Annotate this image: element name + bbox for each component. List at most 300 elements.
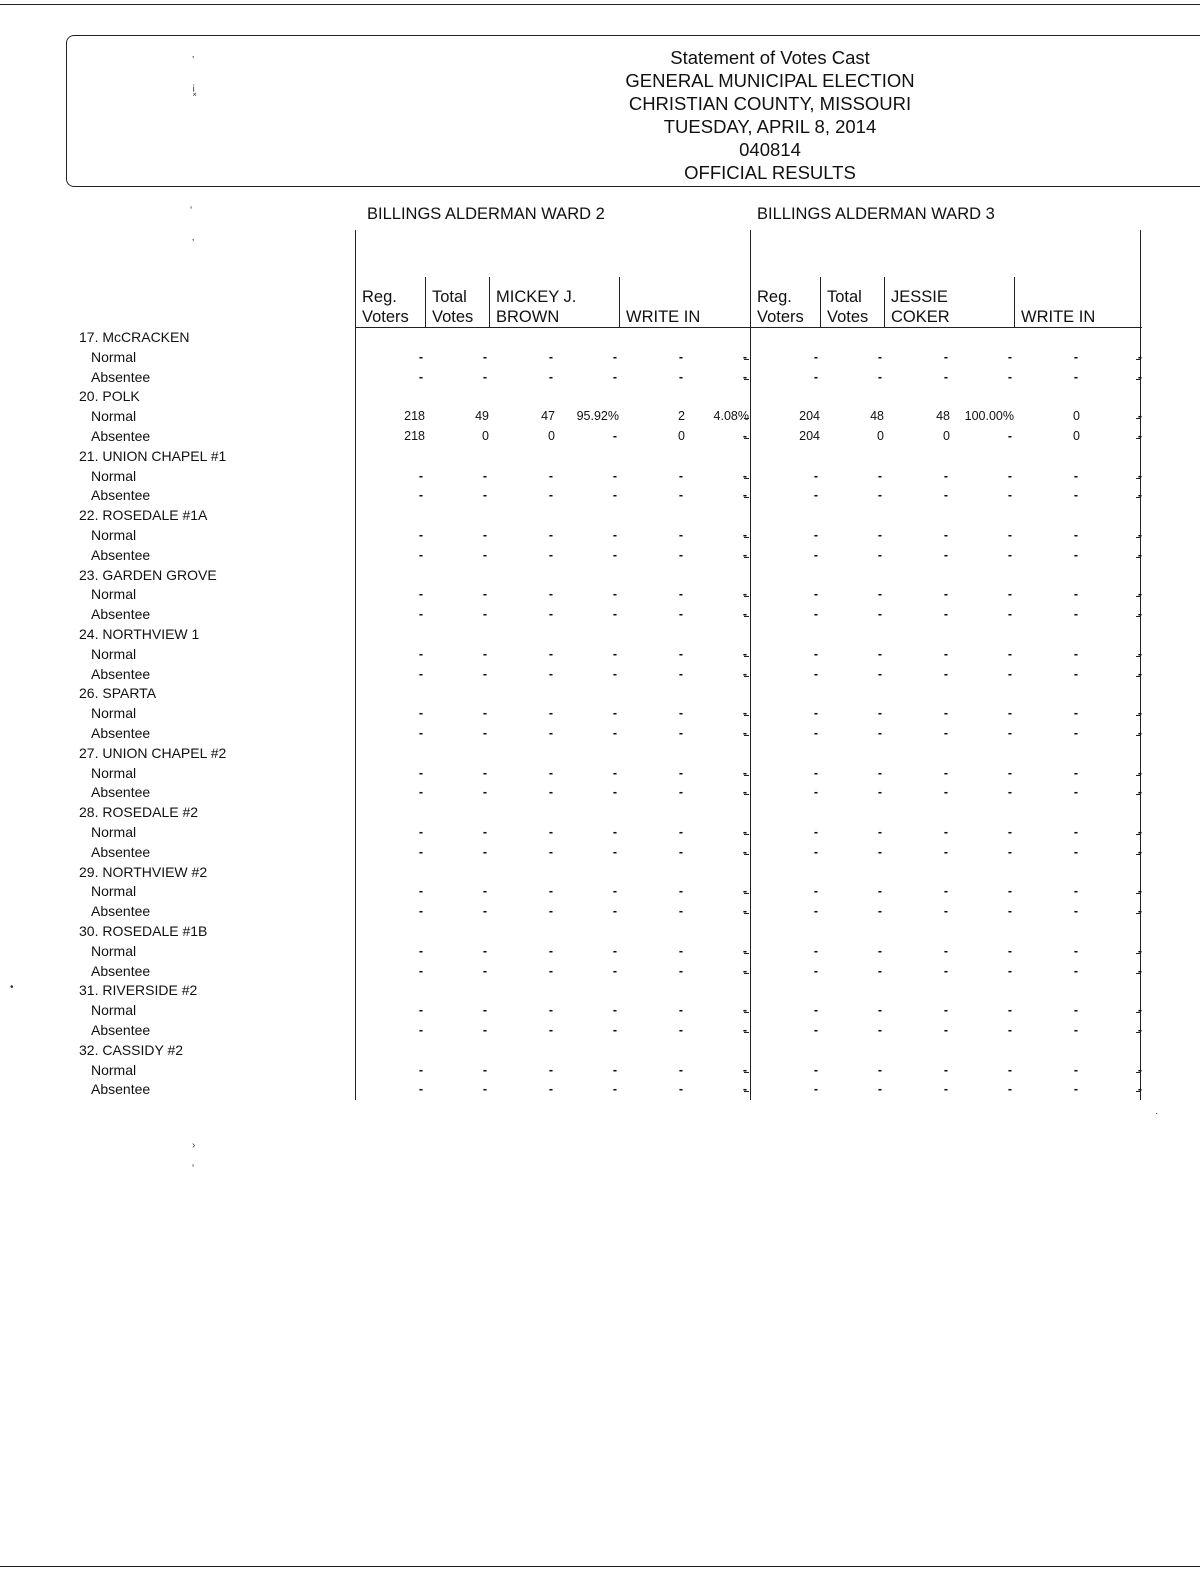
row-tick: [744, 1032, 749, 1033]
header-line-county: CHRISTIAN COUNTY, MISSOURI: [628, 93, 912, 114]
vote-cell: -: [482, 646, 487, 661]
vote-cell: -: [612, 706, 617, 721]
row-tick: [744, 497, 749, 498]
row-tick: [744, 557, 749, 558]
vote-cell: -: [548, 646, 553, 661]
vote-cell: -: [418, 646, 423, 661]
vote-cell: -: [418, 547, 423, 562]
row-tick: [744, 1072, 749, 1073]
vote-cell: -: [1007, 904, 1012, 919]
vote-cell: -: [1137, 488, 1142, 503]
scan-mark: ˟: [193, 92, 197, 103]
vote-cell: -: [418, 726, 423, 740]
vote-cell: -: [1007, 1082, 1012, 1097]
vote-cell: -: [612, 765, 617, 780]
header-divider: [884, 277, 885, 327]
vote-cell: -: [1073, 825, 1078, 839]
vote-cell: -: [943, 785, 948, 800]
write-in-header: WRITE IN: [1021, 308, 1096, 326]
vote-cell: -: [877, 1082, 882, 1097]
vote-type-label: Normal: [91, 645, 137, 662]
header-line-election: GENERAL MUNICIPAL ELECTION: [625, 70, 915, 91]
vote-cell: -: [943, 726, 948, 740]
vote-cell: -: [877, 666, 882, 681]
vote-cell: -: [813, 844, 818, 859]
vote-cell: -: [1073, 349, 1078, 364]
vote-cell: -: [612, 726, 617, 740]
vote-cell: -: [813, 488, 818, 503]
vote-type-label: Normal: [91, 586, 137, 603]
scan-mark: ·: [1155, 1108, 1159, 1119]
vote-cell: -: [877, 765, 882, 780]
vote-cell: -: [943, 547, 948, 562]
vote-type-label: Absentee: [91, 1022, 151, 1038]
vote-cell: -: [482, 528, 487, 542]
vote-cell: -: [548, 963, 553, 978]
vote-cell: -: [1137, 409, 1142, 424]
row-tick: [1136, 973, 1141, 974]
vote-cell: -: [877, 528, 882, 542]
vote-cell: -: [678, 468, 683, 483]
vote-cell: -: [548, 943, 553, 958]
vote-cell: -: [548, 349, 553, 364]
vote-cell: -: [943, 666, 948, 681]
vote-cell: -: [1007, 607, 1012, 622]
vote-cell: -: [1073, 844, 1078, 859]
vote-cell: -: [548, 904, 553, 919]
precinct-name: 30. ROSEDALE #1B: [79, 923, 208, 939]
vote-cell: -: [678, 587, 683, 602]
row-tick: [744, 893, 749, 894]
vote-cell: -: [418, 1082, 423, 1097]
vote-cell: -: [877, 726, 882, 740]
vote-type-label: Absentee: [91, 725, 151, 741]
row-tick: [744, 854, 749, 855]
vote-cell: -: [482, 468, 487, 483]
vote-cell: -: [1073, 646, 1078, 661]
vote-cell: -: [418, 884, 423, 899]
vote-cell: -: [548, 726, 553, 740]
row-tick: [1136, 775, 1141, 776]
vote-cell: -: [943, 1023, 948, 1037]
vote-cell: -: [943, 844, 948, 859]
vote-cell: -: [877, 943, 882, 958]
vote-cell: -: [742, 943, 747, 958]
vote-cell: -: [877, 825, 882, 839]
vote-type-label: Normal: [91, 348, 137, 365]
vote-cell: -: [612, 1003, 617, 1018]
vote-cell: -: [548, 666, 553, 681]
column-divider: [750, 230, 751, 1100]
vote-cell: -: [612, 528, 617, 542]
vote-cell: 0: [1073, 429, 1080, 443]
row-tick: [1136, 1012, 1141, 1013]
vote-cell: -: [813, 1062, 818, 1077]
vote-cell: -: [813, 528, 818, 542]
precinct-name: 22. ROSEDALE #1A: [79, 507, 208, 524]
vote-type-label: Absentee: [91, 368, 151, 385]
header-divider: [1014, 277, 1015, 327]
reg-voters-header: Reg. Voters: [362, 288, 409, 326]
vote-cell: -: [678, 528, 683, 542]
vote-cell: -: [943, 825, 948, 839]
vote-cell: -: [418, 488, 423, 503]
vote-cell: -: [943, 607, 948, 622]
vote-cell: -: [1073, 468, 1078, 483]
vote-cell: -: [482, 706, 487, 721]
vote-type-label: Absentee: [91, 843, 151, 860]
vote-cell: -: [1073, 666, 1078, 681]
vote-cell: -: [678, 666, 683, 681]
vote-cell: -: [877, 468, 882, 483]
vote-type-label: Absentee: [91, 606, 151, 623]
header-rule: [750, 327, 1142, 328]
vote-cell: -: [612, 488, 617, 503]
header-divider: [489, 277, 490, 327]
header-line-date: TUESDAY, APRIL 8, 2014: [663, 116, 877, 137]
vote-cell: -: [1007, 765, 1012, 780]
top-edge-rule: [0, 4, 1200, 5]
vote-cell: 204: [799, 409, 820, 424]
vote-cell: -: [877, 1003, 882, 1018]
row-tick: [744, 418, 749, 419]
row-tick: [1136, 953, 1141, 954]
vote-cell: -: [418, 1003, 423, 1018]
vote-cell: -: [612, 369, 617, 384]
precinct-name: 28. ROSEDALE #2: [79, 804, 199, 821]
vote-cell: 49: [475, 409, 489, 424]
vote-cell: -: [943, 765, 948, 780]
vote-cell: -: [612, 666, 617, 681]
vote-cell: -: [418, 904, 423, 919]
vote-cell: -: [877, 706, 882, 721]
vote-cell: -: [943, 528, 948, 542]
vote-cell: -: [813, 904, 818, 919]
row-tick: [1136, 557, 1141, 558]
vote-cell: -: [1137, 785, 1142, 800]
vote-cell: -: [1073, 607, 1078, 622]
vote-cell: -: [482, 607, 487, 622]
vote-cell: -: [943, 943, 948, 958]
vote-cell: 0: [877, 429, 884, 443]
vote-cell: -: [548, 844, 553, 859]
vote-cell: 2: [678, 409, 685, 424]
vote-cell: -: [482, 765, 487, 780]
precinct-name: 29. NORTHVIEW #2: [79, 863, 208, 880]
scan-mark: ›: [192, 1140, 196, 1151]
vote-cell: -: [482, 666, 487, 681]
vote-cell: -: [482, 825, 487, 839]
vote-cell: -: [678, 607, 683, 622]
vote-cell: -: [877, 1062, 882, 1077]
vote-cell: -: [742, 607, 747, 622]
vote-cell: -: [678, 369, 683, 384]
vote-cell: -: [1137, 429, 1142, 443]
row-tick: [1136, 913, 1141, 914]
vote-cell: -: [1137, 943, 1142, 958]
row-tick: [1136, 359, 1141, 360]
vote-cell: -: [1137, 646, 1142, 661]
vote-cell: -: [943, 706, 948, 721]
vote-type-label: Absentee: [91, 962, 151, 979]
header-divider: [425, 277, 426, 327]
vote-cell: -: [612, 1062, 617, 1077]
vote-cell: -: [482, 904, 487, 919]
vote-type-label: Absentee: [91, 428, 151, 444]
vote-cell: -: [612, 468, 617, 483]
vote-cell: -: [742, 429, 747, 443]
vote-cell: -: [418, 785, 423, 800]
vote-cell: -: [678, 646, 683, 661]
row-tick: [744, 834, 749, 835]
vote-cell: -: [548, 785, 553, 800]
vote-cell: -: [1137, 726, 1142, 740]
race-title-ward-3: BILLINGS ALDERMAN WARD 3: [757, 205, 995, 223]
vote-cell: -: [612, 646, 617, 661]
row-tick: [744, 359, 749, 360]
vote-cell: -: [877, 547, 882, 562]
vote-cell: -: [877, 369, 882, 384]
vote-cell: -: [742, 706, 747, 721]
vote-cell: -: [418, 844, 423, 859]
precinct-name: 21. UNION CHAPEL #1: [79, 447, 227, 464]
vote-cell: -: [548, 468, 553, 483]
vote-cell: -: [877, 785, 882, 800]
row-tick: [744, 676, 749, 677]
vote-cell: -: [1007, 429, 1012, 443]
row-tick: [744, 973, 749, 974]
vote-cell: -: [1073, 706, 1078, 721]
vote-cell: -: [482, 963, 487, 978]
vote-cell: -: [1007, 468, 1012, 483]
vote-cell: -: [742, 825, 747, 839]
vote-cell: -: [482, 1023, 487, 1037]
vote-cell: -: [813, 1082, 818, 1097]
vote-cell: -: [1073, 1023, 1078, 1037]
vote-type-label: Normal: [91, 1061, 137, 1078]
vote-cell: -: [678, 349, 683, 364]
vote-cell: -: [742, 1003, 747, 1018]
scan-mark: ’: [192, 55, 195, 66]
vote-cell: -: [877, 349, 882, 364]
vote-cell: -: [742, 666, 747, 681]
vote-cell: -: [1137, 666, 1142, 681]
precinct-name: 32. CASSIDY #2: [79, 1041, 184, 1058]
vote-cell: -: [548, 825, 553, 839]
vote-cell: -: [482, 884, 487, 899]
vote-cell: -: [548, 706, 553, 721]
row-tick: [1136, 497, 1141, 498]
vote-cell: -: [482, 1003, 487, 1018]
total-votes-header: Total Votes: [432, 288, 474, 326]
vote-type-label: Absentee: [91, 546, 151, 563]
vote-cell: -: [548, 547, 553, 562]
vote-cell: -: [612, 825, 617, 839]
vote-cell: -: [877, 1023, 882, 1037]
vote-cell: -: [612, 1023, 617, 1037]
vote-cell: -: [1137, 765, 1142, 780]
vote-cell: -: [612, 844, 617, 859]
header-line-title: Statement of Votes Cast: [670, 47, 870, 68]
race-title-ward-2: BILLINGS ALDERMAN WARD 2: [367, 205, 605, 223]
vote-cell: -: [482, 349, 487, 364]
vote-cell: -: [943, 468, 948, 483]
vote-cell: 0: [943, 429, 950, 443]
vote-cell: -: [1137, 369, 1142, 384]
vote-cell: -: [548, 1082, 553, 1097]
vote-cell: -: [548, 488, 553, 503]
vote-cell: -: [813, 884, 818, 899]
vote-cell: 0: [1073, 409, 1080, 424]
vote-cell: -: [612, 547, 617, 562]
vote-cell: -: [1007, 666, 1012, 681]
vote-cell: -: [1073, 547, 1078, 562]
vote-type-label: Normal: [91, 883, 137, 900]
vote-cell: -: [1007, 844, 1012, 859]
vote-cell: -: [742, 726, 747, 740]
vote-cell: -: [943, 369, 948, 384]
vote-cell: -: [418, 587, 423, 602]
vote-cell: -: [548, 607, 553, 622]
vote-cell: -: [742, 349, 747, 364]
vote-cell: -: [813, 646, 818, 661]
row-tick: [1136, 438, 1141, 439]
vote-cell: -: [1073, 1062, 1078, 1077]
vote-type-label: Normal: [91, 705, 137, 722]
vote-cell: -: [548, 528, 553, 542]
vote-cell: -: [1007, 1023, 1012, 1037]
vote-cell: -: [1137, 884, 1142, 899]
vote-cell: -: [1137, 844, 1142, 859]
vote-cell: -: [418, 349, 423, 364]
vote-cell: -: [1007, 963, 1012, 978]
vote-cell: -: [877, 488, 882, 503]
vote-cell: -: [678, 825, 683, 839]
vote-cell: -: [678, 547, 683, 562]
row-tick: [1136, 715, 1141, 716]
header-rule: [355, 327, 750, 328]
precinct-name: 31. RIVERSIDE #2: [79, 982, 198, 999]
vote-cell: -: [943, 587, 948, 602]
vote-cell: -: [612, 607, 617, 622]
vote-cell: -: [548, 765, 553, 780]
vote-cell: -: [943, 349, 948, 364]
vote-cell: -: [1073, 765, 1078, 780]
row-tick: [744, 537, 749, 538]
row-tick: [744, 715, 749, 716]
vote-cell: -: [742, 587, 747, 602]
header-divider: [820, 277, 821, 327]
scan-mark: ‘: [192, 1163, 195, 1174]
vote-cell: -: [1007, 825, 1012, 839]
vote-cell: -: [813, 943, 818, 958]
row-tick: [1136, 854, 1141, 855]
vote-cell: -: [482, 1082, 487, 1097]
vote-cell: -: [418, 963, 423, 978]
row-tick: [744, 775, 749, 776]
vote-cell: -: [1073, 488, 1078, 503]
vote-cell: -: [1137, 904, 1142, 919]
vote-cell: -: [1007, 528, 1012, 542]
vote-cell: -: [678, 963, 683, 978]
vote-cell: -: [1073, 528, 1078, 542]
vote-cell: -: [1137, 1062, 1142, 1077]
vote-cell: -: [1007, 884, 1012, 899]
vote-cell: -: [418, 943, 423, 958]
row-tick: [1136, 893, 1141, 894]
vote-cell: -: [813, 1023, 818, 1037]
vote-cell: -: [742, 765, 747, 780]
vote-cell: -: [678, 488, 683, 503]
row-tick: [744, 794, 749, 795]
vote-cell: 95.92%: [576, 409, 619, 424]
vote-cell: -: [877, 884, 882, 899]
vote-cell: 47: [541, 409, 555, 424]
vote-cell: 100.00%: [964, 409, 1014, 424]
vote-cell: -: [1137, 1023, 1142, 1037]
row-tick: [1136, 616, 1141, 617]
vote-cell: 218: [404, 429, 425, 443]
vote-type-label: Absentee: [91, 903, 151, 920]
precinct-name: 20. POLK: [79, 388, 140, 405]
vote-cell: -: [1073, 785, 1078, 800]
vote-cell: -: [1137, 963, 1142, 978]
vote-cell: -: [612, 587, 617, 602]
vote-cell: -: [678, 1062, 683, 1077]
vote-cell: -: [418, 1062, 423, 1077]
vote-cell: -: [678, 904, 683, 919]
vote-cell: -: [1137, 349, 1142, 364]
vote-cell: -: [742, 528, 747, 542]
vote-cell: -: [482, 844, 487, 859]
header-divider: [619, 277, 620, 327]
vote-cell: -: [943, 1062, 948, 1077]
vote-cell: -: [742, 963, 747, 978]
vote-cell: -: [482, 488, 487, 503]
report-header: [560, 46, 980, 184]
vote-cell: -: [1137, 825, 1142, 839]
row-tick: [744, 379, 749, 380]
vote-cell: -: [418, 706, 423, 721]
vote-cell: -: [482, 943, 487, 958]
vote-type-label: Absentee: [91, 1081, 151, 1098]
row-tick: [1136, 676, 1141, 677]
vote-cell: -: [418, 666, 423, 681]
vote-cell: -: [742, 1082, 747, 1097]
vote-cell: -: [418, 607, 423, 622]
vote-cell: -: [612, 884, 617, 899]
row-tick: [1136, 794, 1141, 795]
vote-cell: -: [678, 706, 683, 721]
vote-type-label: Normal: [91, 764, 137, 781]
vote-cell: -: [482, 547, 487, 562]
vote-cell: -: [418, 1023, 423, 1037]
vote-cell: -: [742, 369, 747, 384]
vote-cell: -: [1007, 1062, 1012, 1077]
vote-cell: -: [1137, 468, 1142, 483]
vote-type-label: Normal: [91, 824, 137, 840]
vote-cell: -: [877, 607, 882, 622]
vote-cell: -: [678, 726, 683, 740]
vote-cell: -: [742, 468, 747, 483]
vote-cell: -: [1073, 904, 1078, 919]
vote-cell: -: [1073, 1082, 1078, 1097]
vote-cell: -: [877, 963, 882, 978]
vote-cell: -: [1073, 943, 1078, 958]
vote-cell: -: [612, 1082, 617, 1097]
header-line-status: OFFICIAL RESULTS: [684, 162, 856, 183]
vote-cell: -: [482, 587, 487, 602]
